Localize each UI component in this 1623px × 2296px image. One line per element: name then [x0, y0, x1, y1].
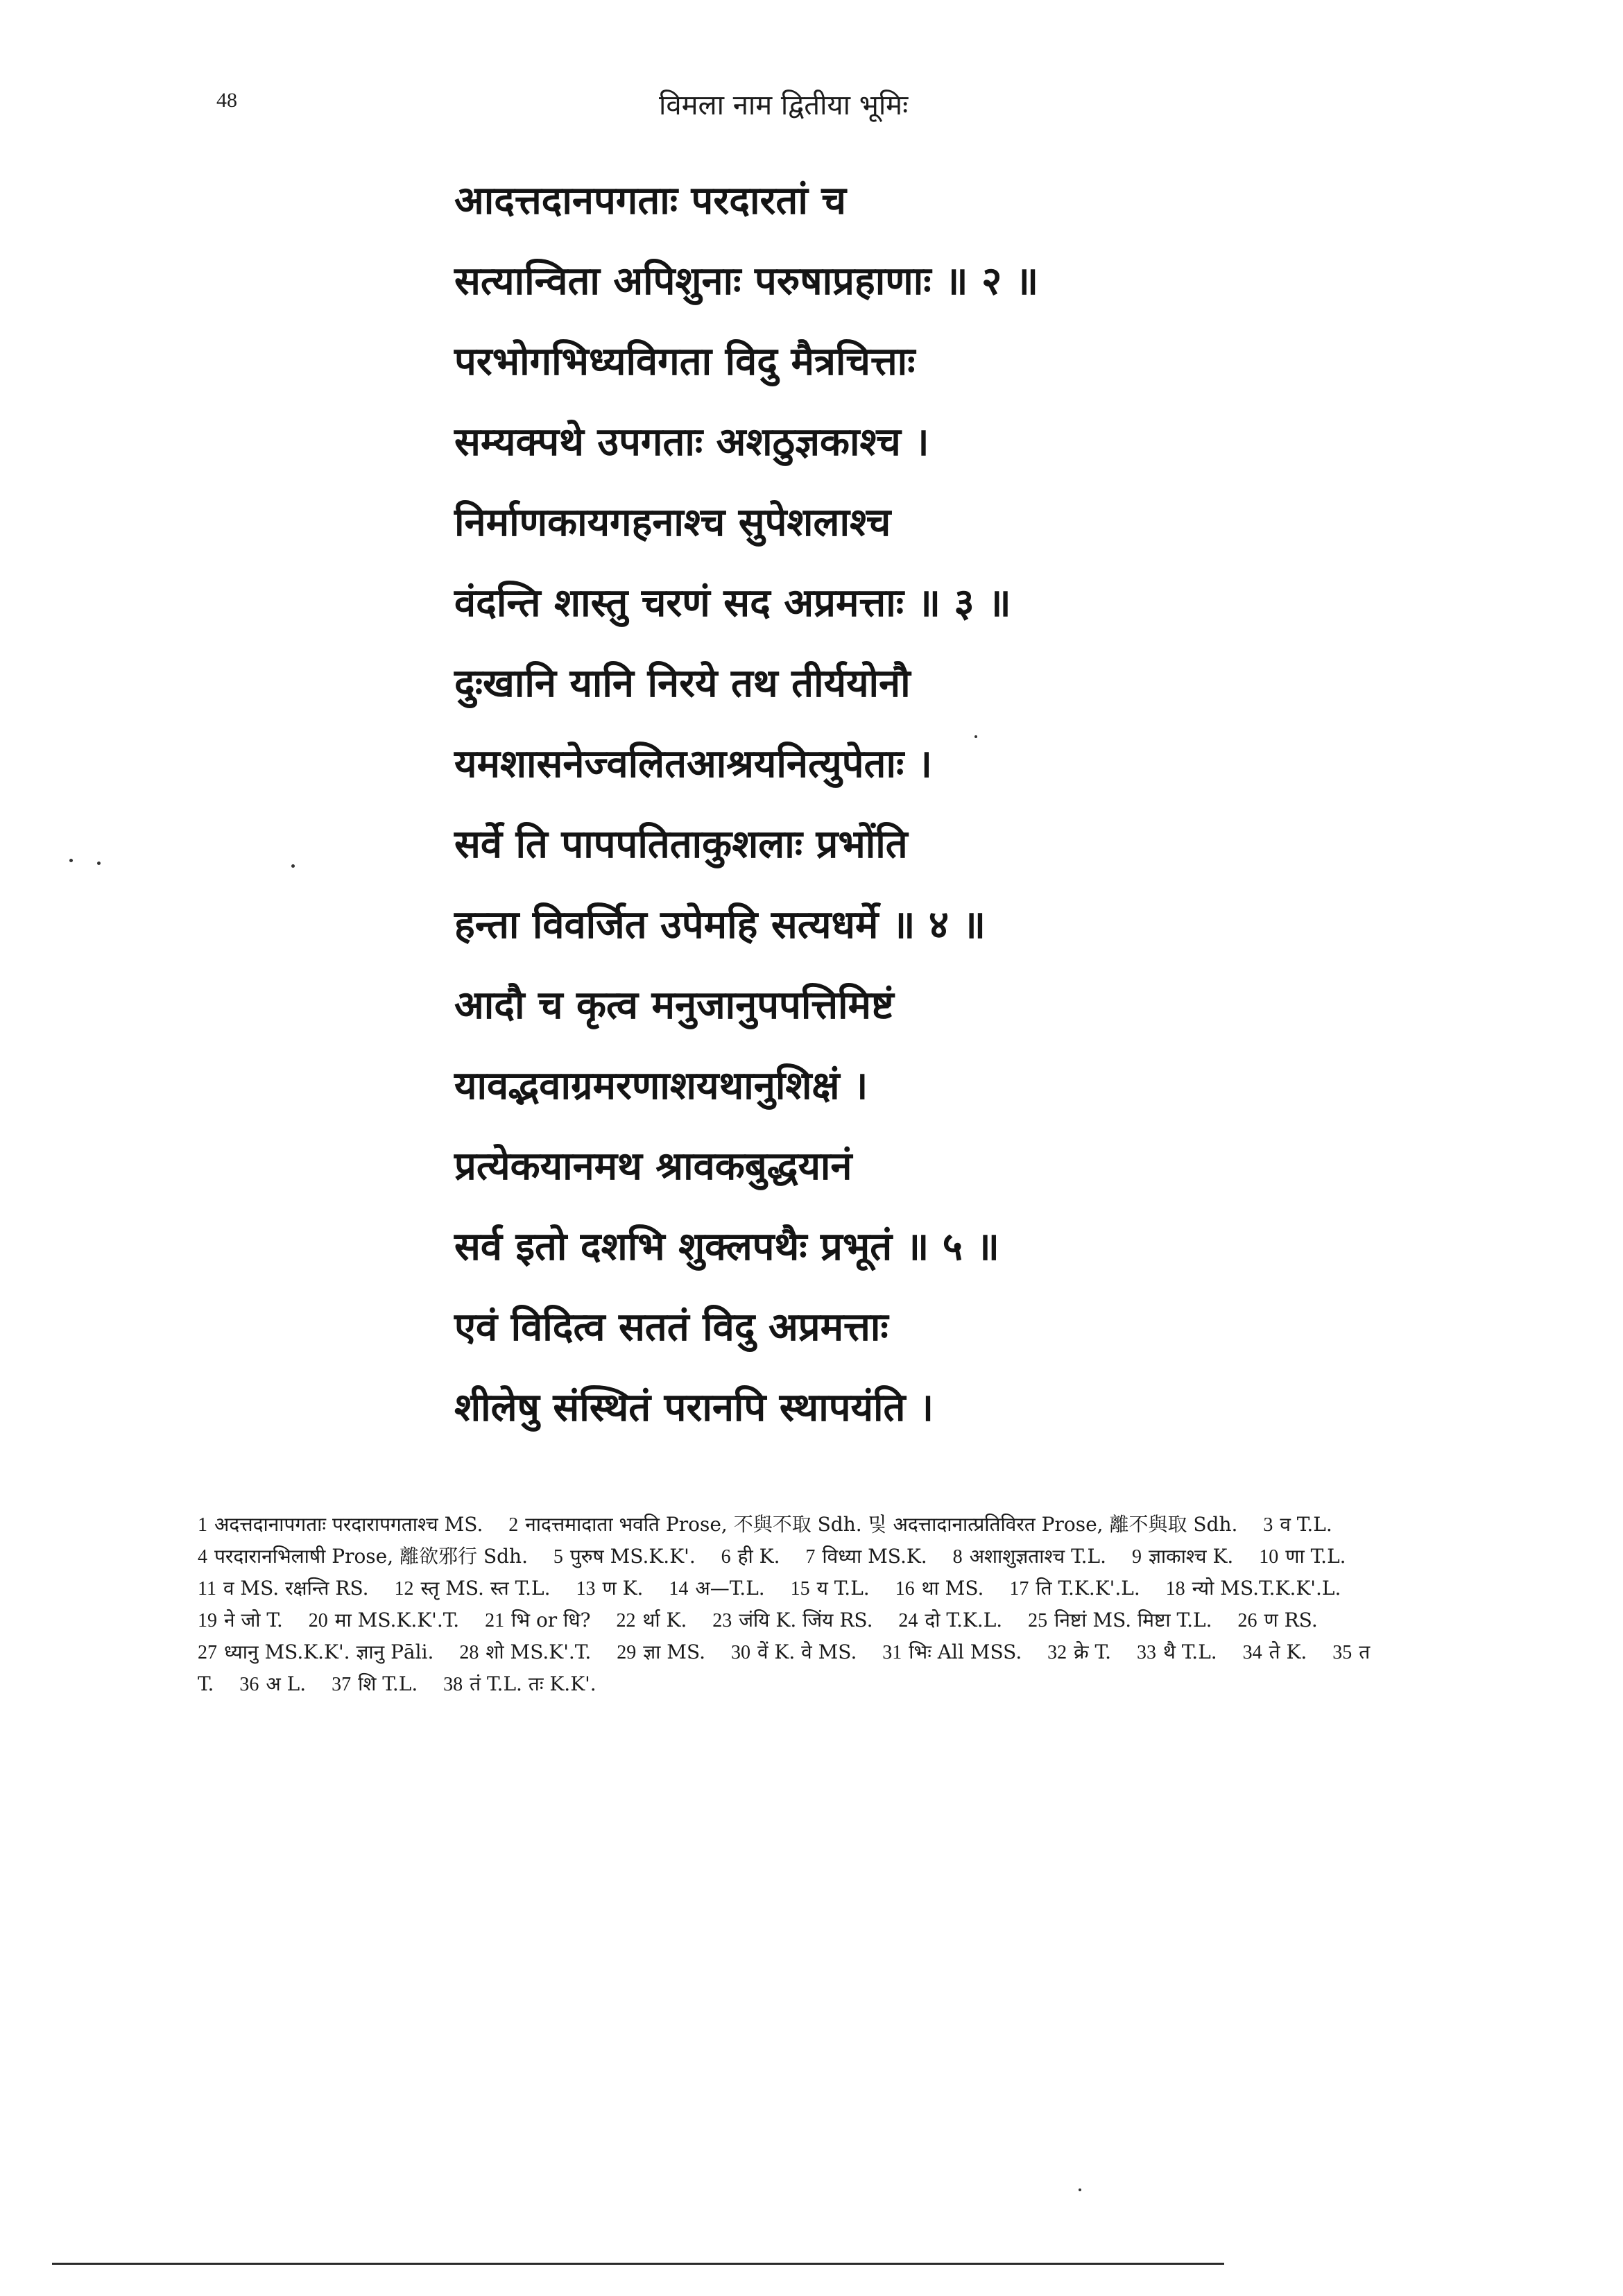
- footnote: [1132, 1545, 1233, 1568]
- footnote-number: 29: [617, 1642, 637, 1663]
- verse-block: [454, 161, 1356, 1448]
- footnote: [731, 1640, 857, 1663]
- footnote-number: 18: [1165, 1578, 1185, 1600]
- footnote-number: 14: [669, 1578, 689, 1600]
- footnote: [669, 1577, 764, 1600]
- footnote-text: ण K.: [602, 1577, 644, 1600]
- footnote: [1047, 1640, 1111, 1663]
- footnote: [1237, 1609, 1317, 1631]
- footnote-number: 21: [485, 1610, 505, 1631]
- footnote: [394, 1577, 550, 1600]
- page-number: 48: [216, 89, 237, 112]
- footnote: [1166, 1577, 1341, 1600]
- footnote-text: मा MS.K.K'.T.: [334, 1609, 460, 1631]
- footnote-text: ध्यानु MS.K.K'. ज्ञानु Pāli.: [224, 1640, 434, 1663]
- footnote-text: भि or धि?: [511, 1609, 591, 1631]
- footnote: [616, 1609, 687, 1631]
- footnote: [1243, 1640, 1307, 1663]
- footnote-text: ज्ञा MS.: [643, 1640, 706, 1663]
- footnote-number: 38: [443, 1674, 463, 1695]
- footnote-text: ति T.K.K'.L.: [1036, 1577, 1140, 1600]
- footnote-text: स्तृ MS. स्त T.L.: [420, 1577, 551, 1600]
- verse-line: वंदन्ति शास्तु चरणं सद अप्रमत्ताः ॥ ३ ॥: [454, 581, 1011, 626]
- footnote: [239, 1672, 306, 1695]
- footnote-text: ने जो T.: [224, 1609, 283, 1631]
- footnote-number: 13: [576, 1578, 596, 1600]
- footnote-number: 22: [616, 1610, 636, 1631]
- verse-line: सर्व इतो दशभि शुक्लपथैः प्रभूतं ॥ ५ ॥: [454, 1224, 999, 1269]
- footnote-text: दो T.K.L.: [925, 1609, 1003, 1631]
- verse-line: निर्माणकायगहनाश्च सुपेशलाश्च: [454, 500, 891, 545]
- footnote-number: 16: [895, 1578, 915, 1600]
- footnote-number: 11: [198, 1578, 216, 1600]
- footnote: [332, 1672, 418, 1695]
- footnote: [459, 1640, 591, 1663]
- footnote-number: 17: [1009, 1578, 1029, 1600]
- footnote: [309, 1609, 459, 1631]
- footnote-number: 35: [1332, 1642, 1352, 1663]
- footnote-number: 34: [1242, 1642, 1262, 1663]
- footnote-text: ते K.: [1269, 1640, 1307, 1663]
- footnote-text: व T.L.: [1280, 1513, 1332, 1536]
- footnote-number: 23: [712, 1610, 732, 1631]
- footnote: [1263, 1513, 1332, 1536]
- footnote-text: णा T.L.: [1285, 1545, 1346, 1568]
- verse-line: एवं विदित्व सततं विदु अप्रमत्ताः: [454, 1305, 888, 1350]
- footnote: [553, 1545, 696, 1568]
- footnote-number: 28: [459, 1642, 479, 1663]
- footnote-text: था MS.: [921, 1577, 984, 1600]
- verse-line: यमशासनेज्वलितआश्रयनित्युपेताः ।: [454, 742, 932, 787]
- scan-speck: [97, 862, 101, 865]
- footnote-text: निष्टां MS. मिष्टा T.L.: [1054, 1609, 1212, 1631]
- footnote: [895, 1577, 984, 1600]
- footnote: [791, 1577, 870, 1600]
- footnote-text: त T.: [198, 1640, 1371, 1695]
- footnote-number: 5: [553, 1546, 563, 1568]
- footnote-number: 6: [721, 1546, 731, 1568]
- footnote-text: अशाशुज्ञताश्च T.L.: [969, 1545, 1107, 1568]
- verse-line: शीलेषु संस्थितं परानपि स्थापयंति ।: [454, 1385, 934, 1430]
- verse-line: यावद्भवाग्रमरणाशयथानुशिक्षं ।: [454, 1063, 868, 1108]
- footnote-text: व MS. रक्षन्ति RS.: [223, 1577, 369, 1600]
- footnote-text: य T.L.: [816, 1577, 870, 1600]
- verse-line: परभोगभिध्यविगता विदु मैत्रचित्ताः: [454, 339, 916, 384]
- footnote-text: अ L.: [266, 1672, 307, 1695]
- page-bottom-rule: [52, 2263, 1224, 2265]
- footnote-number: 2: [508, 1514, 519, 1536]
- footnote-number: 7: [805, 1546, 816, 1568]
- footnote-number: 12: [394, 1578, 414, 1600]
- footnote: [1028, 1609, 1212, 1631]
- footnote: [712, 1609, 873, 1631]
- footnote-number: 30: [730, 1642, 750, 1663]
- footnote-number: 32: [1047, 1642, 1067, 1663]
- footnote: [898, 1609, 1002, 1631]
- footnote-number: 25: [1028, 1610, 1048, 1631]
- footnote-text: विध्या MS.K.: [822, 1545, 927, 1568]
- footnote-text: नादत्तमादाता भवति Prose, 不與不取 Sdh. 및 अदत्तादानात्प्रतिविरत Prose, 離不與取 Sdh.: [525, 1513, 1238, 1536]
- scan-speck: [291, 864, 295, 868]
- footnote-number: 10: [1259, 1546, 1279, 1568]
- footnote: [198, 1640, 433, 1663]
- footnote-text: वें K. वे MS.: [757, 1640, 857, 1663]
- footnote-number: 15: [790, 1578, 810, 1600]
- footnote: [508, 1513, 1237, 1536]
- footnote-text: क्रे T.: [1074, 1640, 1112, 1663]
- footnote: [617, 1640, 705, 1663]
- footnote-number: 8: [952, 1546, 963, 1568]
- footnote: [953, 1545, 1106, 1568]
- footnote-number: 37: [332, 1674, 352, 1695]
- verse-line: सम्यक्पथे उपगताः अशठुज्ञकाश्च ।: [454, 420, 929, 465]
- footnote-text: ज्ञाकाश्च K.: [1148, 1545, 1234, 1568]
- footnote-number: 31: [882, 1642, 902, 1663]
- footnote-number: 4: [198, 1546, 207, 1568]
- footnote: [721, 1545, 780, 1568]
- footnote: [198, 1513, 483, 1536]
- footnote-text: भिः All MSS.: [909, 1640, 1022, 1663]
- footnote-number: 24: [898, 1610, 918, 1631]
- footnote-text: शो MS.K'.T.: [486, 1640, 592, 1663]
- footnote-text: थै T.L.: [1162, 1640, 1217, 1663]
- footnote-text: र्था K.: [642, 1609, 687, 1631]
- verse-line: दुःखानि यानि निरये तथ तीर्ययोनौ: [454, 661, 911, 706]
- footnote-number: 27: [198, 1642, 217, 1663]
- footnote-number: 26: [1237, 1610, 1257, 1631]
- footnote-number: 9: [1131, 1546, 1142, 1568]
- footnote-text: अदत्तदानापगताः परदारापगताश्च MS.: [214, 1513, 483, 1536]
- footnote: [198, 1545, 528, 1568]
- verse-line: आदत्तदानपगताः परदारतां च: [454, 178, 846, 223]
- footnote-number: 33: [1136, 1642, 1156, 1663]
- footnote-number: 1: [198, 1514, 207, 1536]
- verse-line: आदौ च कृत्व मनुजानुपपत्तिमिष्टं: [454, 983, 894, 1028]
- footnote-text: शि T.L.: [358, 1672, 418, 1695]
- footnote-text: ही K.: [737, 1545, 780, 1568]
- footnote-text: अ—T.L.: [695, 1577, 765, 1600]
- footnote: [1259, 1545, 1346, 1568]
- footnote: [198, 1609, 283, 1631]
- footnote-number: 19: [198, 1610, 217, 1631]
- verse-line: प्रत्येकयानमथ श्रावकबुद्धयानं: [454, 1144, 852, 1189]
- scan-speck: [69, 859, 73, 862]
- footnote-text: तं T.L. तः K.K'.: [470, 1672, 596, 1695]
- footnote: [485, 1609, 590, 1631]
- footnote: [443, 1672, 596, 1695]
- scan-speck: [1079, 2188, 1081, 2191]
- footnote-text: जंयि K. जिंय RS.: [739, 1609, 873, 1631]
- footnote: [1009, 1577, 1140, 1600]
- footnote: [805, 1545, 927, 1568]
- verse-line: हन्ता विवर्जित उपेमहि सत्यधर्मे ॥ ४ ॥: [454, 902, 986, 948]
- scan-speck: [974, 735, 977, 738]
- footnote-number: 36: [239, 1674, 259, 1695]
- running-head: विमला नाम द्वितीया भूमिः: [659, 89, 909, 121]
- footnote-text: न्यो MS.T.K.K'.L.: [1192, 1577, 1341, 1600]
- verse-line: सत्यान्विता अपिशुनाः परुषाप्रहाणाः ॥ २ ॥: [454, 259, 1039, 304]
- footnote: [198, 1577, 369, 1600]
- footnote: [1137, 1640, 1217, 1663]
- footnote-text: पुरुष MS.K.K'.: [569, 1545, 696, 1568]
- footnote: [882, 1640, 1022, 1663]
- footnote-number: 20: [308, 1610, 328, 1631]
- verse-line: सर्वे ति पापपतिताकुशलाः प्रभोंति: [454, 822, 908, 867]
- footnotes: [198, 1509, 1387, 1700]
- footnote-text: ण RS.: [1264, 1609, 1318, 1631]
- footnote-text: परदारानभिलाषी Prose, 離欲邪行 Sdh.: [214, 1545, 528, 1568]
- footnote-number: 3: [1263, 1514, 1273, 1536]
- footnote: [576, 1577, 643, 1600]
